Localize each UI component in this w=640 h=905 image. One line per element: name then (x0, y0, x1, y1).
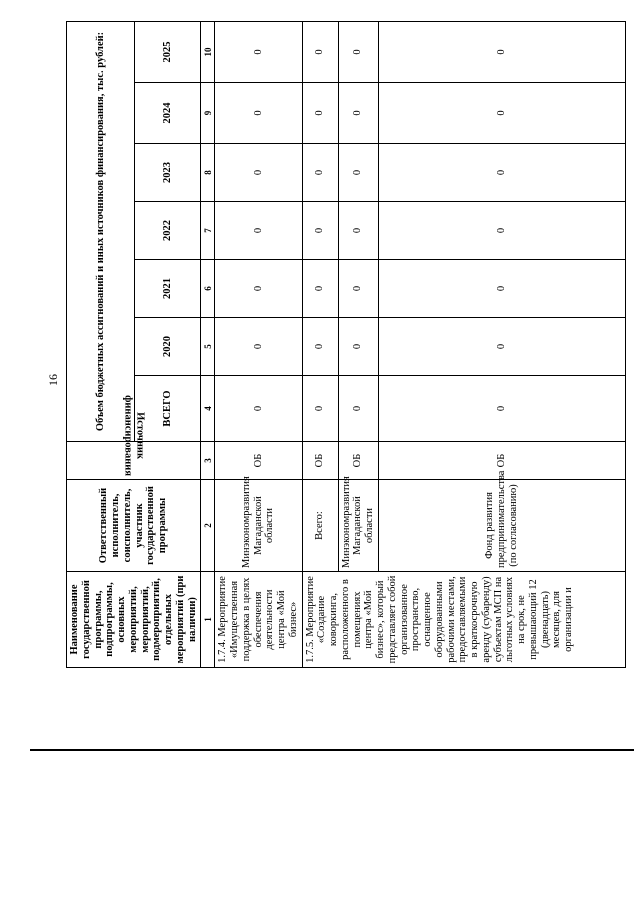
amount-2021: 0 (378, 260, 625, 318)
funding-source: ОБ (338, 442, 378, 480)
amount-2022: 0 (215, 202, 302, 260)
amount-2020: 0 (338, 318, 378, 376)
amount-2025: 0 (302, 22, 338, 83)
header-year-2021: 2021 (135, 260, 201, 318)
budget-table (66, 21, 626, 668)
executor: Минэкономразвития Магаданской области (215, 480, 302, 572)
header-year-2023: 2023 (135, 144, 201, 202)
budget-table-rotated (66, 22, 626, 668)
activity-name: 1.7.4. Мероприятие «Имущественная поддержка в целях обеспечения деятельности центра «Мой бизнес» (215, 572, 302, 668)
amount-total: 0 (338, 376, 378, 442)
table-row (215, 22, 302, 668)
executor: Всего: (302, 480, 338, 572)
col-num: 9 (201, 83, 215, 144)
header-name-col: Наименование государственной программы, подпрограммы, основных мероприятий, мероприятий, подмероприятий, отдельных мероприятий (при наличии) (67, 572, 201, 668)
header-source-col: Источник финансирования (67, 442, 201, 480)
page-divider (30, 749, 634, 751)
amount-2025: 0 (215, 22, 302, 83)
funding-source: ОБ (378, 442, 625, 480)
amount-2021: 0 (338, 260, 378, 318)
amount-total: 0 (215, 376, 302, 442)
col-num: 4 (201, 376, 215, 442)
table-row (302, 22, 338, 668)
col-num: 10 (201, 22, 215, 83)
amount-2023: 0 (378, 144, 625, 202)
amount-2024: 0 (338, 83, 378, 144)
header-total: ВСЕГО (135, 376, 201, 442)
header-year-2024: 2024 (135, 83, 201, 144)
executor: Минэкономразвития Магаданской области (338, 480, 378, 572)
funding-source: ОБ (302, 442, 338, 480)
header-year-2025: 2025 (135, 22, 201, 83)
amount-2021: 0 (215, 260, 302, 318)
amount-2025: 0 (378, 22, 625, 83)
page-number: 16 (46, 374, 60, 386)
column-number-row (201, 22, 215, 668)
amount-2024: 0 (215, 83, 302, 144)
amount-2023: 0 (215, 144, 302, 202)
amount-2022: 0 (302, 202, 338, 260)
col-num: 2 (201, 480, 215, 572)
col-num: 1 (201, 572, 215, 668)
executor: Фонд развития предпринимательства (по согласованию) (378, 480, 625, 572)
table-row (378, 22, 625, 668)
col-num: 5 (201, 318, 215, 376)
col-num: 8 (201, 144, 215, 202)
col-num: 6 (201, 260, 215, 318)
amount-total: 0 (378, 376, 625, 442)
funding-source: ОБ (215, 442, 302, 480)
header-year-2020: 2020 (135, 318, 201, 376)
header-executor-col: Ответственный исполнитель, соисполнитель, участник государственной программы (67, 480, 201, 572)
activity-name: 1.7.5. Мероприятие «Создание коворкинга, расположенного в помещениях центра «Мой бизнес», который представляет собой организованное пространство, оснащенное оборудованными рабочими местами, предоставляемыми в краткосрочную аренду (субаренду) субъектам МСП на льготных условиях на срок, не превышающий 12 (двенадцать) месяцев, для организации и (302, 572, 626, 668)
amount-2022: 0 (378, 202, 625, 260)
amount-2025: 0 (338, 22, 378, 83)
amount-2023: 0 (338, 144, 378, 202)
amount-2024: 0 (378, 83, 625, 144)
amount-total: 0 (302, 376, 338, 442)
amount-2021: 0 (302, 260, 338, 318)
col-num: 3 (201, 442, 215, 480)
header-year-2022: 2022 (135, 202, 201, 260)
header-budget: Объем бюджетных ассигнований и иных источников финансирования, тыс. рублей: (67, 22, 135, 442)
amount-2024: 0 (302, 83, 338, 144)
col-num: 7 (201, 202, 215, 260)
amount-2020: 0 (302, 318, 338, 376)
amount-2020: 0 (215, 318, 302, 376)
amount-2020: 0 (378, 318, 625, 376)
table-row (338, 22, 378, 668)
amount-2022: 0 (338, 202, 378, 260)
amount-2023: 0 (302, 144, 338, 202)
